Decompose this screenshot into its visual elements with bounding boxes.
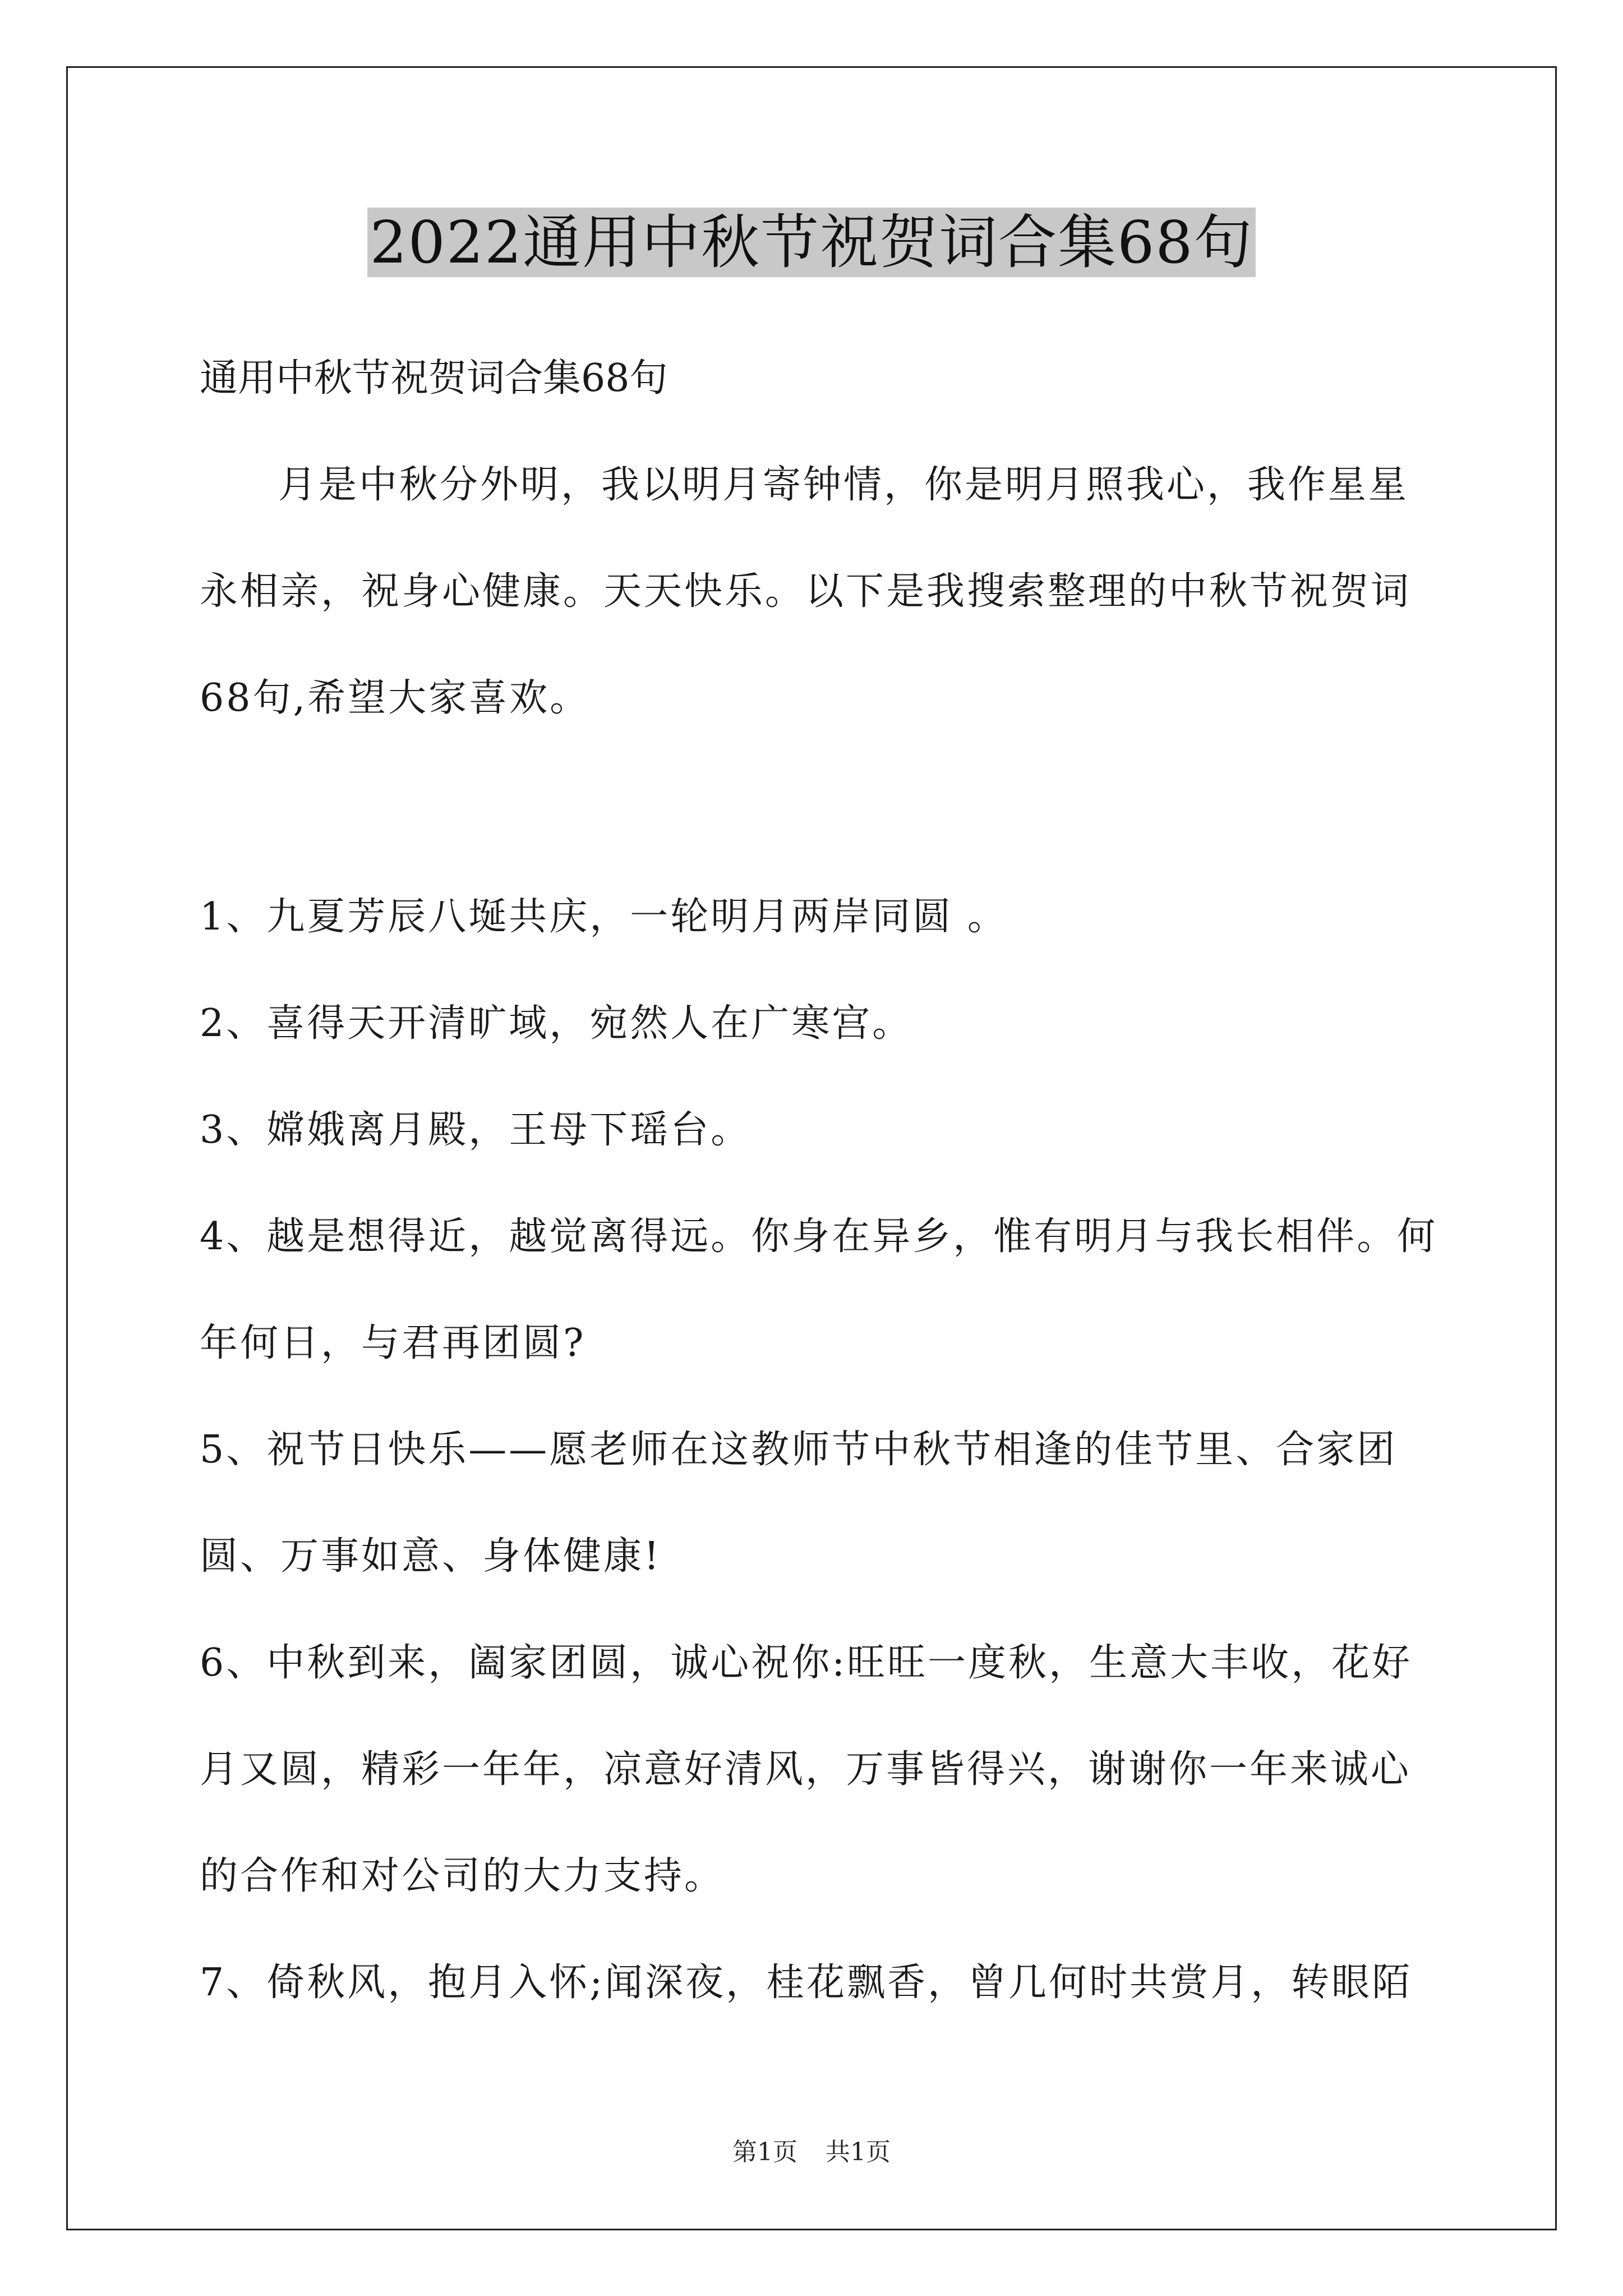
- greetings-list: [200, 864, 1439, 2036]
- list-item: 6、中秋到来，阖家团圆，诚心祝你:旺旺一度秋，生意大丰收，花好月又圆，精彩一年年，凉意好清风，万事皆得兴，谢谢你一年来诚心的合作和对公司的大力支持。: [200, 1641, 1413, 1898]
- list-item: 3、嫦娥离月殿，王母下瑶台。: [200, 1108, 751, 1152]
- intro-text: 月是中秋分外明，我以明月寄钟情，你是明月照我心，我作星星永相亲，祝身心健康。天天快乐。以下是我搜索整理的中秋节祝贺词68句,希望大家喜欢。: [200, 463, 1412, 720]
- page-total: 共1页: [826, 2138, 891, 2166]
- intro-paragraph: [200, 432, 1439, 752]
- document-subtitle: [200, 325, 1439, 432]
- page-footer: [0, 2132, 1623, 2168]
- list-item: 2、喜得天开清旷域，宛然人在广寒宫。: [200, 1001, 913, 1046]
- list-item: 5、祝节日快乐——愿老师在这教师节中秋节相逢的佳节里、合家团圆、万事如意、身体健康!: [200, 1428, 1398, 1579]
- list-item: 4、越是想得近，越觉离得远。你身在异乡，惟有明月与我长相伴。何年何日，与君再团圆?: [200, 1214, 1438, 1365]
- subtitle-text: 通用中秋节祝贺词合集68句: [200, 356, 668, 401]
- page-number: 第1页: [732, 2138, 797, 2166]
- document-title: 2022通用中秋节祝贺词合集68句: [367, 208, 1255, 277]
- title-container: [0, 208, 1623, 277]
- list-item: 1、九夏芳辰八埏共庆，一轮明月两岸同圆 。: [200, 895, 1008, 939]
- list-item: 7、倚秋风，抱月入怀;闻深夜，桂花飘香，曾几何时共赏月，转眼陌: [200, 1961, 1413, 2005]
